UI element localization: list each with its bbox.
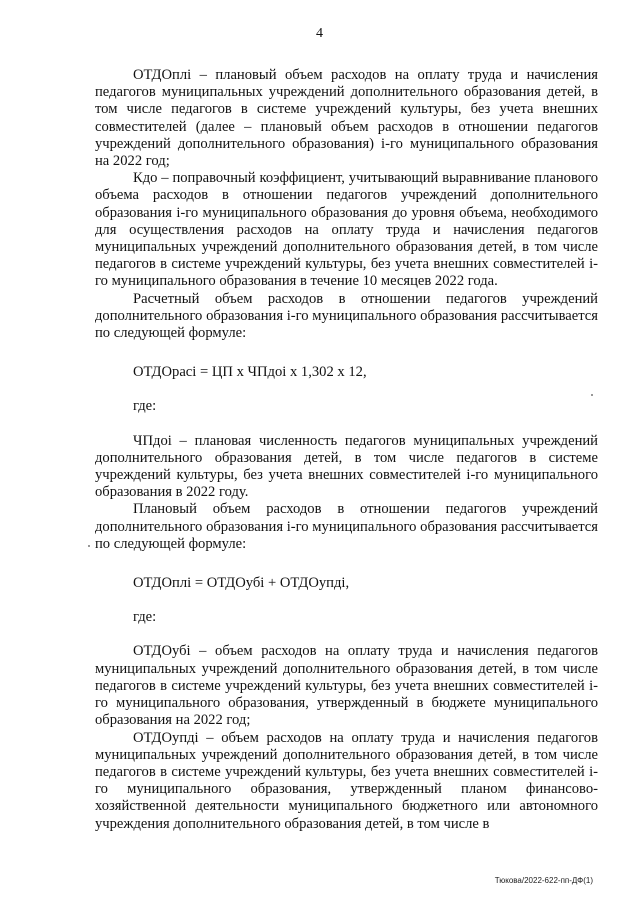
paragraph-otdoub-definition: ОТДОубі – объем расходов на оплату труда и начисления педагогов муниципальных учреждений дополнительного образования детей, в том числе педагогов в системе учреждений культуры, без учета внешних совместителей і-го муниципального образования, утвержденный в бюджете муниципального образования на 2022 год; xyxy=(95,643,598,729)
page-number: 4 xyxy=(316,26,323,41)
where-label: где: xyxy=(133,398,157,415)
spacer xyxy=(95,381,598,398)
paragraph-planned-volume-intro: Плановый объем расходов в отношении педагогов учреждений дополнительного образования і-го муниципального образования рассчитывается по следующей формуле: xyxy=(95,501,598,552)
scan-speck xyxy=(88,545,90,547)
formula-otdoras: ОТДОрасі = ЦП х ЧПдоі х 1,302 х 12, xyxy=(133,364,367,381)
paragraph-otdopl-definition: ОТДОплі – плановый объем расходов на оплату труда и начисления педагогов муниципальных учреждений дополнительного образования детей, в том числе педагогов в системе учреждений культуры, без учета внешних совместителей (далее – плановый объем расходов в отношении педагогов учреждений дополнительного образования) і-го муниципального образования на 2022 год; xyxy=(95,67,598,170)
spacer xyxy=(95,416,598,433)
paragraph-kdo-definition: Кдо – поправочный коэффициент, учитывающий выравнивание планового объема расходов в отношении педагогов учреждений дополнительного образования і-го муниципального образования до уровня объема, необходимого для осуществления расходов на оплату труда и начисления педагогов муниципальных учреждений дополнительного образования детей, в том числе педагогов в системе учреждений культуры, без учета внешних совместителей і-го муниципального образования в течение 10 месяцев 2022 года. xyxy=(95,170,598,290)
formula-otdopl: ОТДОплі = ОТДОубі + ОТДОупді, xyxy=(133,575,350,592)
spacer xyxy=(95,592,598,609)
spacer xyxy=(95,553,598,575)
spacer xyxy=(95,342,598,364)
paragraph-calculated-volume-intro: Расчетный объем расходов в отношении педагогов учреждений дополнительного образования і-го муниципального образования рассчитывается по следующей формуле: xyxy=(95,290,598,342)
paragraph-otdoupd-definition: ОТДОупді – объем расходов на оплату труда и начисления педагогов муниципальных учреждений дополнительного образования детей, в том числе педагогов в системе учреждений культуры, без учета внешних совместителей і-го муниципального образования, утвержденный планом финансово-хозяйственной деятельности муниципального бюджетного или автономного учреждения дополнительного образования детей, в том числе в xyxy=(95,729,598,832)
document-footer-code: Тюкова/2022-622-пп-ДФ(1) xyxy=(494,876,593,885)
scan-speck xyxy=(591,394,593,396)
where-label: где: xyxy=(133,609,157,626)
document-body xyxy=(95,67,598,833)
spacer xyxy=(95,626,598,643)
paragraph-chpdo-definition: ЧПдоі – плановая численность педагогов муниципальных учреждений дополнительного образования детей, в том числе педагогов в системе учреждений культуры, без учета внешних совместителей і-го муниципального образования в 2022 году. xyxy=(95,432,598,501)
